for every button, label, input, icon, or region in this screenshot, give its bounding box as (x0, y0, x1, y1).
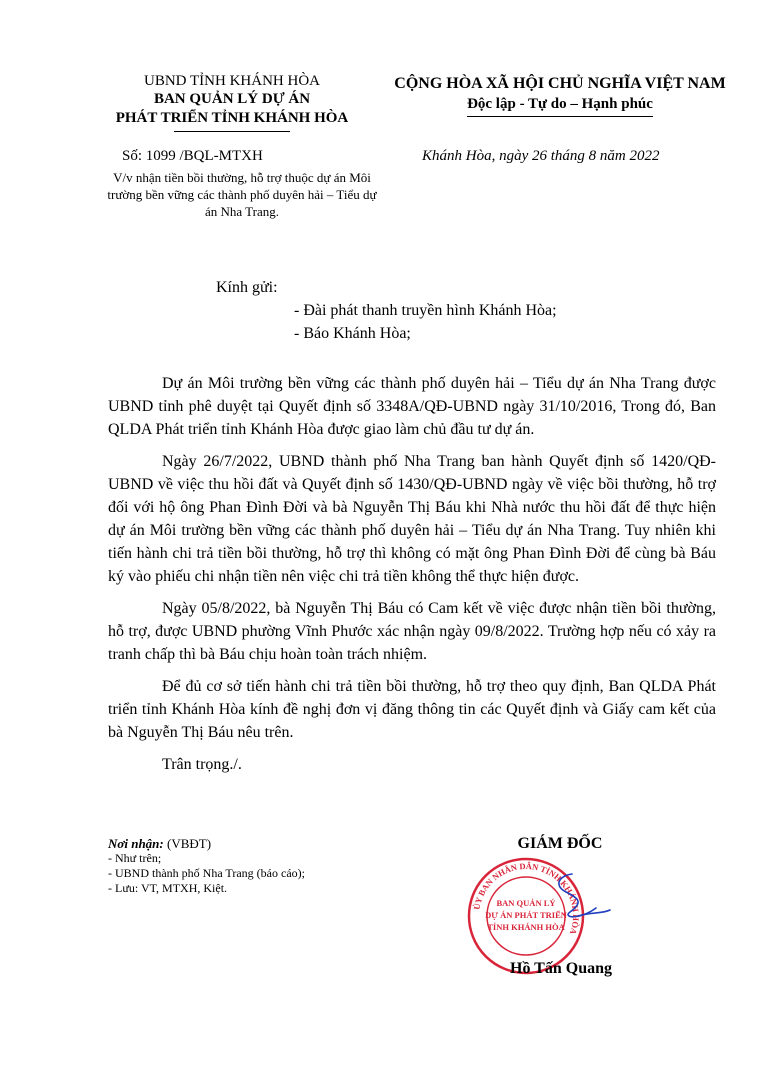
greeting: Kính gửi: (216, 279, 278, 296)
distribution-item: - UBND thành phố Nha Trang (báo cáo); (108, 866, 305, 880)
document-number: Số: 1099 /BQL-MTXH (122, 148, 263, 164)
agency-name: BAN QUẢN LÝ DỰ ÁN (153, 91, 311, 107)
body-paragraph: Ngày 05/8/2022, bà Nguyễn Thị Báu có Cam kết về việc được nhận tiền bồi thường, hỗ trợ, được UBND phường Vĩnh Phước xác nhận ngày 09/8/2022. Trường hợp nếu có xảy ra tranh chấp thì bà Báu chịu hoàn toàn trách nhiệm. (108, 600, 716, 663)
distribution-list (108, 836, 305, 896)
body-paragraph: Dự án Môi trường bền vững các thành phố duyên hải – Tiểu dự án Nha Trang được UBND tỉnh phê duyệt tại Quyết định số 3348A/QĐ-UBND ngày 31/10/2016, Trong đó, Ban QLDA Phát triển tỉnh Khánh Hòa được giao làm chủ đầu tư dự án. (108, 375, 716, 438)
distribution-item: - Như trên; (108, 851, 162, 865)
nation-title: CỘNG HÒA XÃ HỘI CHỦ NGHĨA VIỆT NAM (394, 75, 726, 92)
body-paragraph: Để đủ cơ sở tiến hành chi trả tiền bồi thường, hỗ trợ theo quy định, Ban QLDA Phát triển tỉnh Khánh Hòa kính đề nghị đơn vị đăng thông tin các Quyết định và Giấy cam kết của bà Nguyễn Thị Báu nêu trên. (108, 678, 716, 741)
addressee-item: - Báo Khánh Hòa; (294, 325, 411, 342)
signer-title: GIÁM ĐỐC (517, 835, 603, 852)
closing: Trân trọng./. (162, 756, 242, 773)
distribution-heading (108, 836, 305, 851)
agency-underline (174, 131, 290, 132)
addressee-item: - Đài phát thanh truyền hình Khánh Hòa; (294, 302, 557, 319)
letter-body (108, 372, 716, 785)
seal-center-line: BAN QUẢN LÝ (496, 898, 556, 908)
signer-name: Hồ Tấn Quang (510, 960, 612, 977)
distribution-label: Nơi nhận: (108, 836, 164, 851)
distribution-note: (VBĐT) (163, 836, 212, 851)
agency-name-line2: PHÁT TRIỂN TỈNH KHÁNH HÒA (115, 110, 349, 126)
seal-center-line: TỈNH KHÁNH HÒA (487, 922, 565, 932)
seal-ring-text: ỦY BAN NHÂN DÂN TỈNH KHÁNH HÒA (471, 860, 582, 936)
national-motto: Độc lập - Tự do – Hạnh phúc (467, 96, 653, 112)
subject-line: V/v nhận tiền bồi thường, hỗ trợ thuộc dự án Môi trường bền vững các thành phố duyên hải – Tiểu dự án Nha Trang. (107, 170, 377, 219)
place-date: Khánh Hòa, ngày 26 tháng 8 năm 2022 (422, 148, 660, 164)
distribution-item: - Lưu: VT, MTXH, Kiệt. (108, 881, 228, 895)
body-paragraph: Ngày 26/7/2022, UBND thành phố Nha Trang ban hành Quyết định số 1420/QĐ-UBND về việc thu hồi đất và Quyết định số 1430/QĐ-UBND ngày về việc bồi thường, hỗ trợ đối với hộ ông Phan Đình Đời và bà Nguyễn Thị Báu khi Nhà nước thu hồi đất để thực hiện dự án Môi trường bền vững các thành phố duyên hải – Tiểu dự án Nha Trang. Tuy nhiên khi tiến hành chi trả tiền bồi thường, hỗ trợ thì không có mặt ông Phan Đình Đời để cùng bà Báu ký vào phiếu chi nhận tiền nên việc chi trả tiền không thể thực hiện được. (108, 453, 716, 585)
signature-stroke (559, 874, 610, 917)
motto-underline (467, 116, 653, 117)
handwritten-signature (540, 868, 620, 938)
seal-center-line: DỰ ÁN PHÁT TRIỂN (485, 910, 567, 920)
national-header (370, 74, 750, 117)
agency-header (96, 72, 368, 132)
agency-parent: UBND TỈNH KHÁNH HÒA (144, 73, 320, 89)
addressees (216, 276, 557, 345)
